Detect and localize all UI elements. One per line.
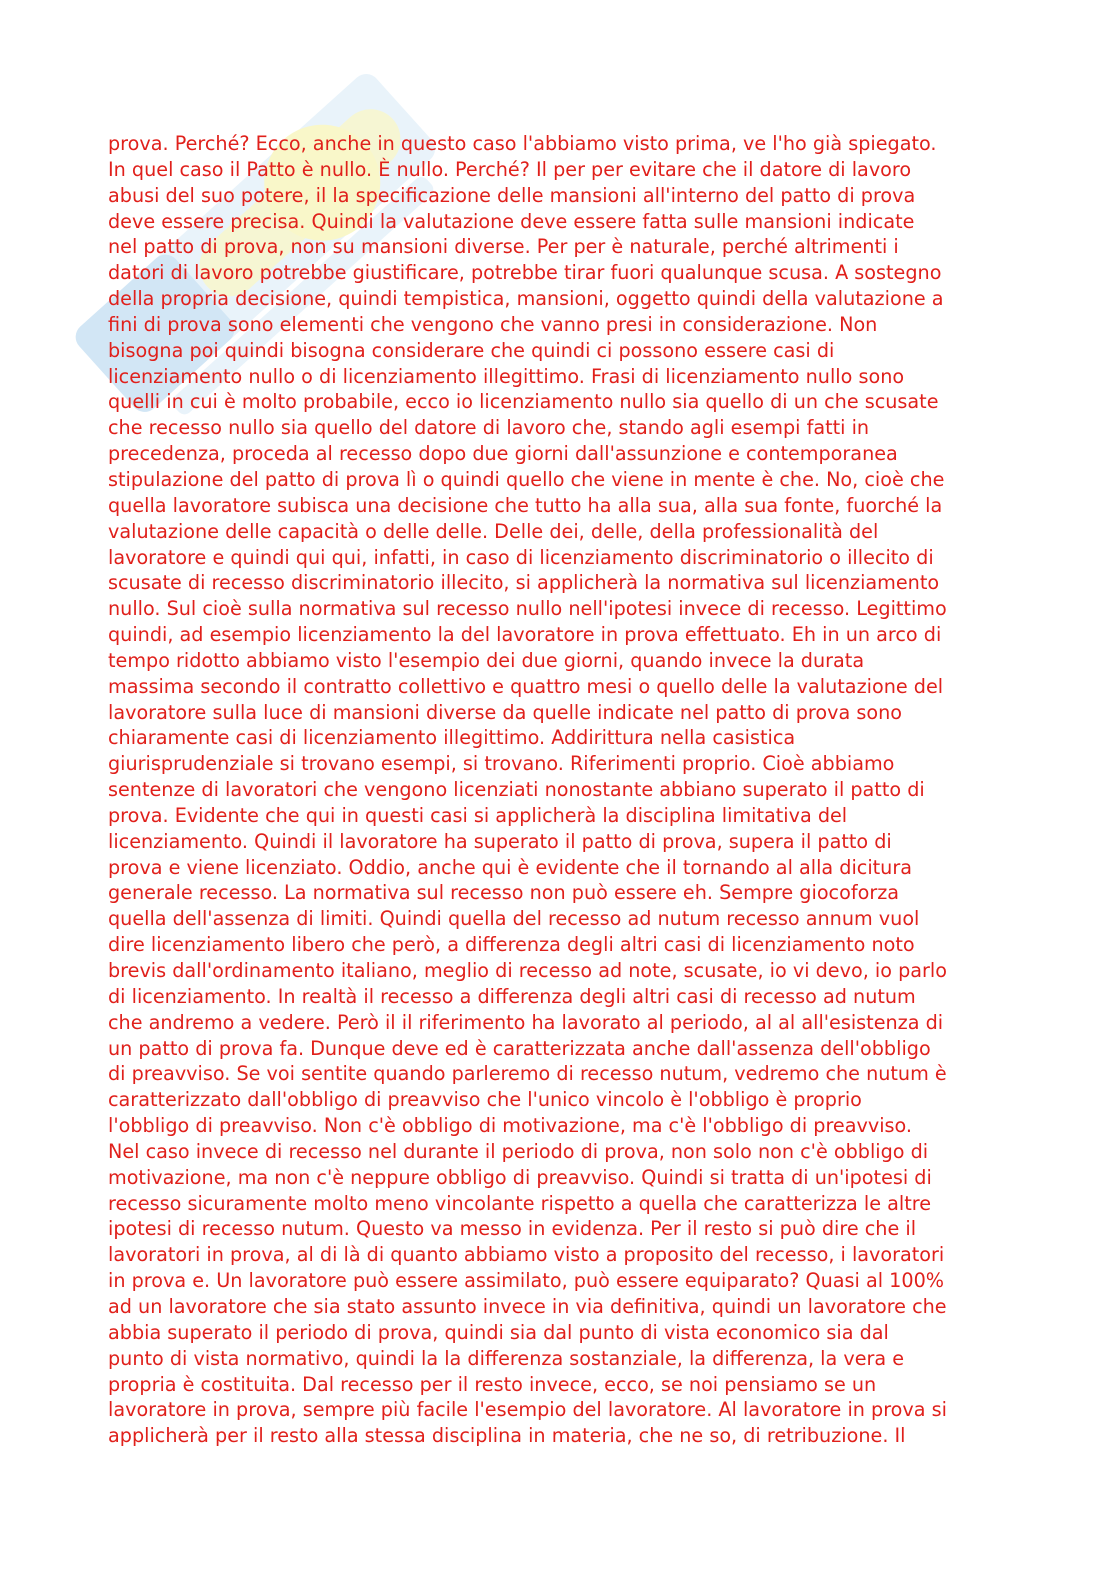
text-line: recesso sicuramente molto meno vincolante rispetto a quella che caratterizza le altre xyxy=(108,1191,932,1215)
text-line: generale recesso. La normativa sul recesso non può essere eh. Sempre giocoforza xyxy=(108,881,900,905)
text-line: lavoratore e quindi qui qui, infatti, in caso di licenziamento discriminatorio o illecito di xyxy=(108,545,934,569)
text-line: ad un lavoratore che sia stato assunto invece in via definitiva, quindi un lavoratore che xyxy=(108,1294,947,1318)
text-line: abusi del suo potere, il la specificazione delle mansioni all'interno del patto di prova xyxy=(108,183,916,207)
text-line: quella lavoratore subisca una decisione che tutto ha alla sua, alla sua fonte, fuorché la xyxy=(108,493,943,517)
text-line: Nel caso invece di recesso nel durante il periodo di prova, non solo non c'è obbligo di xyxy=(108,1139,929,1163)
text-line: motivazione, ma non c'è neppure obbligo di preavviso. Quindi si tratta di un'ipotesi di xyxy=(108,1165,932,1189)
text-line: dire licenziamento libero che però, a differenza degli altri casi di licenziamento noto xyxy=(108,933,915,957)
text-line: punto di vista normativo, quindi la la differenza sostanziale, la differenza, la vera e xyxy=(108,1346,905,1370)
text-line: abbia superato il periodo di prova, quindi sia dal punto di vista economico sia dal xyxy=(108,1320,889,1344)
body-text xyxy=(108,131,1018,1449)
text-line: ipotesi di recesso nutum. Questo va messo in evidenza. Per il resto si può dire che il xyxy=(108,1217,917,1241)
text-line: in prova e. Un lavoratore può essere assimilato, può essere equiparato? Quasi al 100% xyxy=(108,1269,945,1293)
text-line: deve essere precisa. Quindi la valutazione deve essere fatta sulle mansioni indicate xyxy=(108,209,915,233)
text-line: che andremo a vedere. Però il il riferimento ha lavorato al periodo, al al all'esistenza di xyxy=(108,1010,944,1034)
text-line: fini di prova sono elementi che vengono che vanno presi in considerazione. Non xyxy=(108,312,878,336)
text-line: licenziamento. Quindi il lavoratore ha superato il patto di prova, supera il patto di xyxy=(108,829,892,853)
text-line: prova e viene licenziato. Oddio, anche qui è evidente che il tornando al alla dicitura xyxy=(108,855,912,879)
text-line: quella dell'assenza di limiti. Quindi quella del recesso ad nutum recesso annum vuol xyxy=(108,907,920,931)
text-line: applicherà per il resto alla stessa disciplina in materia, che ne so, di retribuzione. Il xyxy=(108,1424,906,1448)
text-line: della propria decisione, quindi tempistica, mansioni, oggetto quindi della valutazione a xyxy=(108,287,944,311)
text-line: prova. Perché? Ecco, anche in questo caso l'abbiamo visto prima, ve l'ho già spiegato. xyxy=(108,132,937,155)
text-line: stipulazione del patto di prova lì o quindi quello che viene in mente è che. No, cioè che xyxy=(108,467,945,491)
text-line: precedenza, proceda al recesso dopo due giorni dall'assunzione e contemporanea xyxy=(108,442,898,466)
text-line: prova. Evidente che qui in questi casi si applicherà la disciplina limitativa del xyxy=(108,803,848,827)
text-line: massima secondo il contratto collettivo e quattro mesi o quello delle la valutazione del xyxy=(108,674,944,698)
text-line: un patto di prova fa. Dunque deve ed è caratterizzata anche dall'assenza dell'obbligo xyxy=(108,1036,931,1060)
text-line: nullo. Sul cioè sulla normativa sul recesso nullo nell'ipotesi invece di recesso. Legittimo xyxy=(108,597,947,621)
text-line: chiaramente casi di licenziamento illegittimo. Addirittura nella casistica xyxy=(108,726,796,750)
text-line: bisogna poi quindi bisogna considerare che quindi ci possono essere casi di xyxy=(108,338,835,362)
text-line: lavoratori in prova, al di là di quanto abbiamo visto a proposito del recesso, i lavoratori xyxy=(108,1243,945,1267)
text-line: valutazione delle capacità o delle delle. Delle dei, delle, della professionalità del xyxy=(108,519,879,543)
text-line: licenziamento nullo o di licenziamento illegittimo. Frasi di licenziamento nullo sono xyxy=(108,364,905,388)
text-line: di licenziamento. In realtà il recesso a differenza degli altri casi di recesso ad nutum xyxy=(108,984,916,1008)
text-line: In quel caso il Patto è nullo. È nullo. Perché? Il per per evitare che il datore di lavoro xyxy=(108,157,912,181)
text-line: giurisprudenziale si trovano esempi, si trovano. Riferimenti proprio. Cioè abbiamo xyxy=(108,752,895,776)
text-line: lavoratore in prova, sempre più facile l'esempio del lavoratore. Al lavoratore in prova si xyxy=(108,1398,947,1422)
text-line: tempo ridotto abbiamo visto l'esempio dei due giorni, quando invece la durata xyxy=(108,648,865,672)
text-line: quelli in cui è molto probabile, ecco io licenziamento nullo sia quello di un che scusate xyxy=(108,390,939,414)
text-line: brevis dall'ordinamento italiano, meglio di recesso ad note, scusate, io vi devo, io parlo xyxy=(108,959,947,982)
text-line: sentenze di lavoratori che vengono licenziati nonostante abbiano superato il patto di xyxy=(108,778,925,802)
text-line: scusate di recesso discriminatorio illecito, si applicherà la normativa sul licenziamento xyxy=(108,571,940,595)
text-line: che recesso nullo sia quello del datore di lavoro che, stando agli esempi fatti in xyxy=(108,416,870,440)
text-line: l'obbligo di preavviso. Non c'è obbligo di motivazione, ma c'è l'obbligo di preavviso. xyxy=(108,1114,913,1138)
text-line: lavoratore sulla luce di mansioni diverse da quelle indicate nel patto di prova sono xyxy=(108,700,902,724)
text-line: caratterizzato dall'obbligo di preavviso che l'unico vincolo è l'obbligo è proprio xyxy=(108,1088,862,1112)
text-line: nel patto di prova, non su mansioni diverse. Per per è naturale, perché altrimenti i xyxy=(108,235,899,259)
text-line: quindi, ad esempio licenziamento la del lavoratore in prova effettuato. Eh in un arco di xyxy=(108,623,942,647)
text-line: datori di lavoro potrebbe giustificare, potrebbe tirar fuori qualunque scusa. A sostegno xyxy=(108,261,942,285)
text-line: di preavviso. Se voi sentite quando parleremo di recesso nutum, vedremo che nutum è xyxy=(108,1062,947,1086)
text-line: propria è costituita. Dal recesso per il resto invece, ecco, se noi pensiamo se un xyxy=(108,1372,877,1396)
